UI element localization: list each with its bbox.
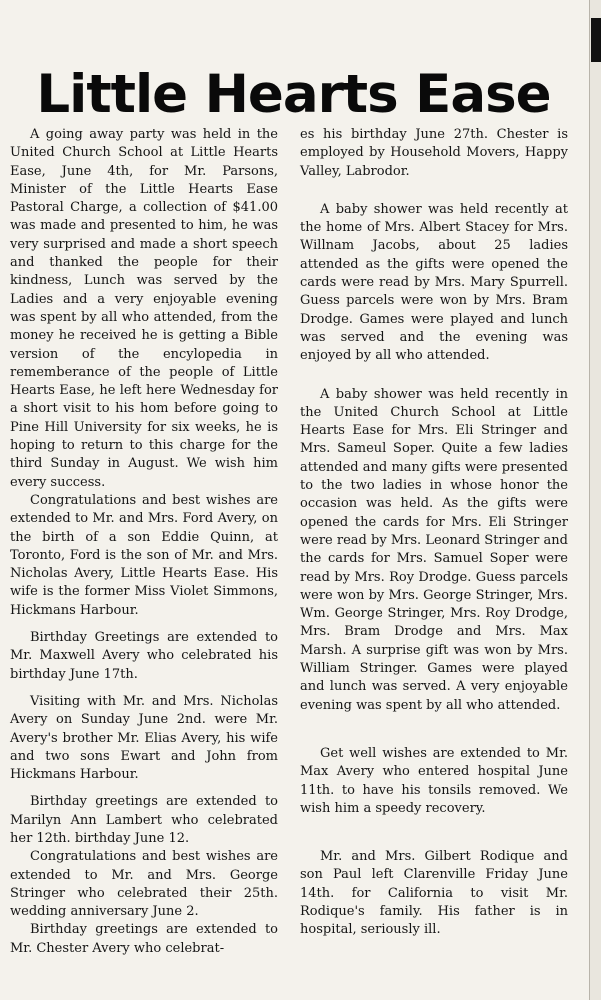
- article-birth-congratulations: Congratulations and best wishes are extended to Mr. and Mrs. Ford Avery, on the birth of a son Eddie Quinn, at Toronto, Ford is the son of Mr. and Mrs. Nicholas Avery, Little Hearts Ease. His wife is the former Miss Violet Simmons, Hickmans Harbour.: [10, 492, 278, 618]
- article-get-well-max: Get well wishes are extended to Mr. Max Avery who entered hospital June 11th. to have his tonsils removed. We wish him a speedy recovery.: [300, 745, 568, 816]
- article-birthday-marilyn: Birthday greetings are extended to Marilyn Ann Lambert who celebrated her 12th. birthday June 12.: [10, 794, 278, 846]
- adjacent-column-edge: [589, 0, 601, 1000]
- article-baby-shower-jacobs: A baby shower was held recently at the home of Mrs. Albert Stacey for Mrs. Willnam Jacobs, about 25 ladies attended as the gifts were opened the cards were read by Mrs. Mary Spurrell. Guess parcels were won by Mrs. Bram Drodge. Games were played and lunch was served and the evening was enjoyed by all who attended.: [300, 201, 568, 364]
- right-column: [300, 126, 568, 940]
- article-rodique-trip: Mr. and Mrs. Gilbert Rodique and son Paul left Clarenville Friday June 14th. for California to visit Mr. Rodique's family. His father is in hospital, seriously ill.: [300, 849, 568, 938]
- article-birthday-chester-cont: es his birthday June 27th. Chester is employed by Household Movers, Happy Valley, Labrodor.: [300, 127, 568, 179]
- left-column: [10, 126, 278, 958]
- article-birthday-maxwell: Birthday Greetings are extended to Mr. Maxwell Avery who celebrated his birthday June 17th.: [10, 630, 278, 682]
- article-going-away-party: A going away party was held in the United Church School at Little Hearts Ease, June 4th, for Mr. Parsons, Minister of the Little Hearts Ease Pastoral Charge, a collection of $41.00 was made and presented to him, he was very surprised and made a short speech and thanked the people for their kindness, Lunch was served by the Ladies and a very enjoyable evening was spent by all who attended, from the money he received he is getting a Bible version of the encylopedia in rememberance of the people of Little Hearts Ease, he left here Wednesday for a short visit to his hom before going to Pine Hill University for six weeks, he is hoping to return to this charge for the third Sunday in August. We wish him every success.: [10, 127, 278, 490]
- article-baby-shower-stringer-soper: A baby shower was held recently in the United Church School at Little Hearts Ease for Mrs. Eli Stringer and Mrs. Sameul Soper. Quite a few ladies attended and many gifts were presented to the two ladies in whose honor the occasion was held. As the gifts were opened the cards for Mrs. Eli Stringer were read by Mrs. Leonard Stringer and the cards for Mrs. Samuel Soper were read by Mrs. Roy Drodge. Guess parcels were won by Mrs. George Stringer, Mrs. Wm. George Stringer, Mrs. Roy Drodge, Mrs. Bram Drodge and Mrs. Max Marsh. A surprise gift was won by Mrs. William Stringer. Games were played and lunch was served. A very enjoyable evening was spent by all who attended.: [300, 386, 568, 713]
- headline: Little Hearts Ease: [36, 63, 551, 125]
- adjacent-headline-fragment: [591, 18, 601, 62]
- article-visiting-avery: Visiting with Mr. and Mrs. Nicholas Avery on Sunday June 2nd. were Mr. Avery's brother Mr. Elias Avery, his wife and two sons Ewart and John from Hickmans Harbour.: [10, 693, 278, 783]
- article-birthday-chester: Birthday greetings are extended to Mr. Chester Avery who celebrat-: [10, 922, 278, 956]
- article-anniversary-stringer: Congratulations and best wishes are extended to Mr. and Mrs. George Stringer who celebrated their 25th. wedding anniversary June 2.: [10, 849, 278, 920]
